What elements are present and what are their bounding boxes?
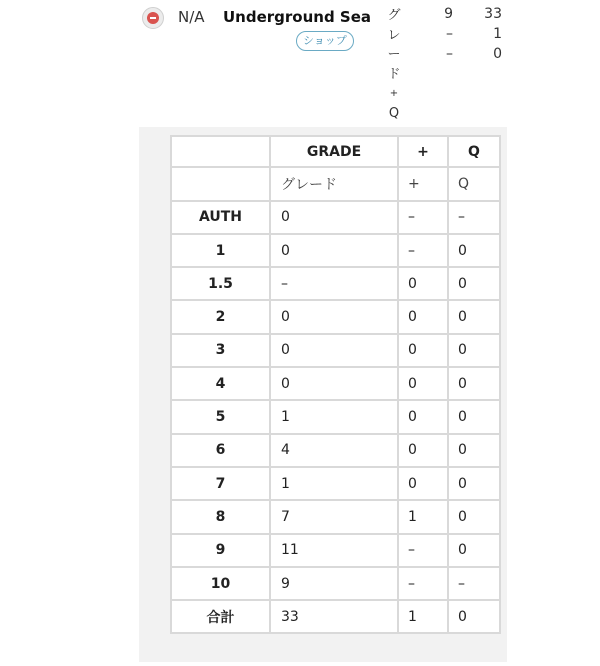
grade-count: 9 [271,568,399,601]
q-count: 0 [449,435,501,468]
plus-count: 0 [399,468,449,501]
remove-button[interactable] [142,7,164,29]
q-count: 0 [449,335,501,368]
table-row [170,568,501,601]
row-label: 10 [170,568,271,601]
plus-count: 0 [399,401,449,434]
q-count: – [449,568,501,601]
row-label: 3 [170,335,271,368]
plus-count: 0 [399,335,449,368]
table-row [170,202,501,235]
row-label: 6 [170,435,271,468]
row-label: 8 [170,501,271,534]
table-total-row [170,601,501,634]
table-row [170,335,501,368]
total-q: 0 [449,601,501,634]
total-plus: 1 [399,601,449,634]
summary-q-grade: – [446,46,453,62]
total-grade: 33 [271,601,399,634]
subheader-q: Q [449,168,501,201]
q-count: 0 [449,535,501,568]
summary-all-total: 33 [484,6,502,22]
q-count: 0 [449,468,501,501]
column-header-grade: GRADE [271,135,399,168]
grade-count: 0 [271,235,399,268]
subheader-blank [170,168,271,201]
summary-grade-total: 9 [444,6,453,22]
vertical-char: Q [388,105,400,121]
vertical-grade-label [386,6,402,123]
summary-plus-total: 1 [493,26,502,42]
table-subheader-row [170,168,501,201]
row-label: 4 [170,368,271,401]
row-label: AUTH [170,202,271,235]
table-row [170,268,501,301]
minus-circle-icon [147,12,159,24]
q-count: 0 [449,368,501,401]
vertical-char: + [389,88,399,99]
vertical-char: グ [387,8,401,23]
plus-count: 0 [399,301,449,334]
column-header-blank [170,135,271,168]
grade-count: 7 [271,501,399,534]
vertical-char: ド [387,66,401,82]
status-text: N/A [178,8,205,26]
plus-count: – [399,535,449,568]
plus-count: 0 [399,368,449,401]
row-label: 7 [170,468,271,501]
subheader-grade: グレード [271,168,399,201]
plus-count: 0 [399,435,449,468]
row-label: 1.5 [170,268,271,301]
table-row [170,468,501,501]
table-row [170,535,501,568]
column-header-q: Q [449,135,501,168]
subheader-plus: + [399,168,449,201]
table-row [170,501,501,534]
plus-count: 0 [399,268,449,301]
summary-plus-grade: – [446,26,453,42]
card-name[interactable]: Underground Sea [223,8,372,26]
population-table [170,135,501,634]
grade-count: 1 [271,401,399,434]
q-count: 0 [449,401,501,434]
grade-count: 1 [271,468,399,501]
shop-button[interactable]: ショップ [296,31,354,51]
table-row [170,401,501,434]
row-label: 5 [170,401,271,434]
table-row [170,435,501,468]
grade-count: 0 [271,368,399,401]
table-header-row [170,135,501,168]
summary-q-total: 0 [493,46,502,62]
column-header-plus: + [399,135,449,168]
grade-count: 11 [271,535,399,568]
row-label: 2 [170,301,271,334]
grade-count: – [271,268,399,301]
row-label: 1 [170,235,271,268]
q-count: 0 [449,501,501,534]
grade-count: 0 [271,202,399,235]
q-count: 0 [449,268,501,301]
q-count: – [449,202,501,235]
q-count: 0 [449,301,501,334]
grade-count: 4 [271,435,399,468]
plus-count: – [399,568,449,601]
table-row [170,368,501,401]
grade-count: 0 [271,301,399,334]
table-row [170,235,501,268]
total-label: 合計 [170,601,271,634]
row-label: 9 [170,535,271,568]
plus-count: – [399,202,449,235]
plus-count: 1 [399,501,449,534]
plus-count: – [399,235,449,268]
table-row [170,301,501,334]
vertical-char: ー [387,47,401,62]
q-count: 0 [449,235,501,268]
grade-count: 0 [271,335,399,368]
vertical-char: レ [387,27,401,43]
